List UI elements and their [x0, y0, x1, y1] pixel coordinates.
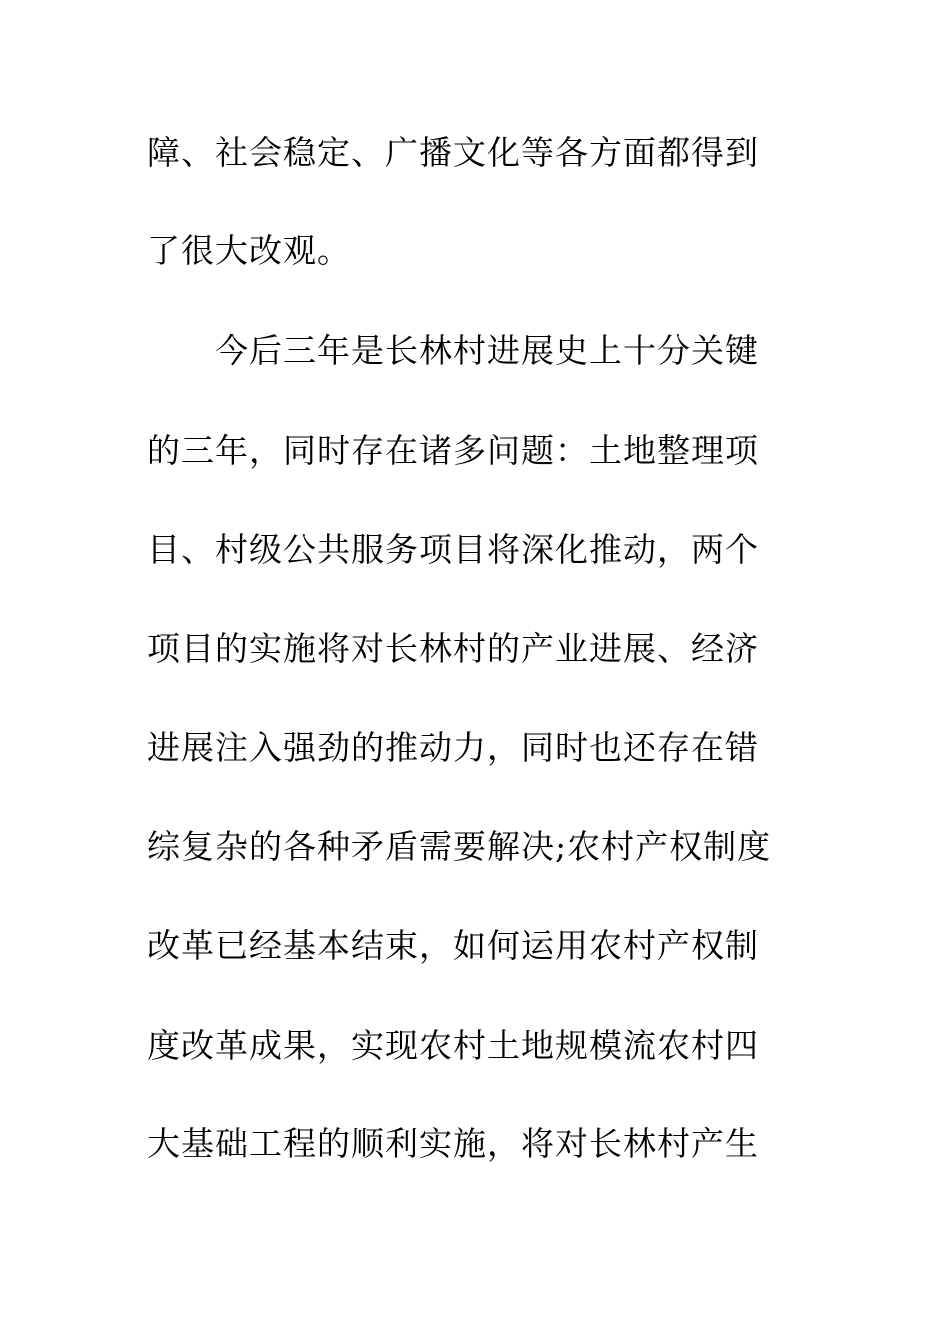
- text-line: 度改革成果，实现农村土地规模流农村四: [147, 1026, 759, 1065]
- text-line: 综复杂的各种矛盾需要解决;农村产权制度: [147, 827, 772, 866]
- text-line: 了很大改观。: [147, 231, 351, 270]
- text-line: 障、社会稳定、广播文化等各方面都得到: [147, 133, 759, 172]
- text-line: 大基础工程的顺利实施，将对长林村产生: [147, 1124, 759, 1163]
- text-line: 改革已经基本结束，如何运用农村产权制: [147, 926, 759, 965]
- text-line: 进展注入强劲的推动力，同时也还存在错: [147, 728, 759, 767]
- text-line: 的三年，同时存在诸多问题：土地整理项: [147, 431, 759, 470]
- text-line: 目、村级公共服务项目将深化推动，两个: [147, 530, 759, 569]
- text-line: 项目的实施将对长林村的产业进展、经济: [147, 629, 759, 668]
- paragraph-first-line: 今后三年是长林村进展史上十分关键: [215, 331, 759, 370]
